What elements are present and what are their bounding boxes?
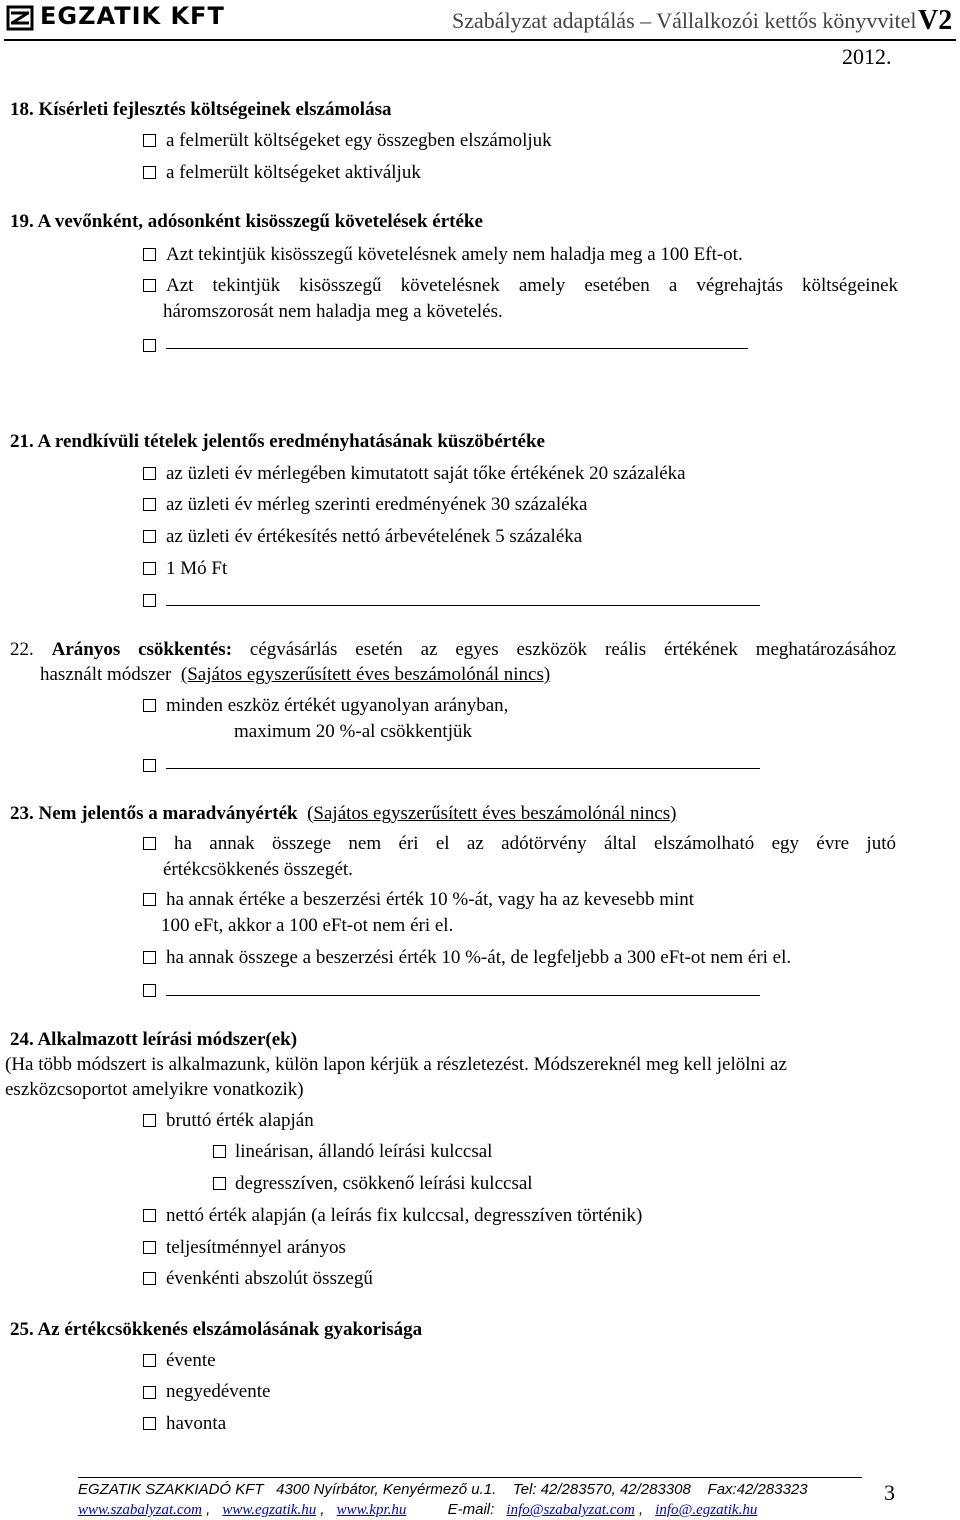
checkbox[interactable] (143, 1272, 156, 1285)
section-24-intro-continued: eszközcsoportot amelyikre vonatkozik) (5, 1079, 304, 1100)
page-number: 3 (884, 1480, 895, 1505)
sub-option-label: lineárisan, állandó leírási kulccsal (235, 1141, 493, 1162)
option-label: Azt tekintjük kisösszegű követelésnek amely esetében a végrehajtás költségeinek (166, 275, 898, 296)
option-label: évente (166, 1350, 216, 1371)
blank-answer-line[interactable] (166, 995, 760, 996)
section-23-heading-row (10, 802, 676, 826)
section-24-heading: 24. Alkalmazott leírási módszer(ek) (10, 1029, 298, 1050)
section-22-method: használt módszer (40, 664, 172, 685)
logo-text: EGZATIK KFT (40, 2, 225, 30)
section-19-heading: 19. A vevőnként, adósonként kisösszegű követelések értéke (10, 211, 483, 232)
option-label: az üzleti év mérleg szerinti eredményének 30 százaléka (166, 494, 588, 515)
section-22-number: 22. (10, 639, 34, 660)
footer-company: EGZATIK SZAKKIADÓ KFT (78, 1481, 264, 1498)
checkbox[interactable] (213, 1177, 226, 1190)
option-label-continued: háromszorosát nem haladja meg a követelés. (163, 301, 503, 322)
option-label: minden eszköz értékét ugyanolyan arányban, (166, 695, 509, 716)
checkbox[interactable] (143, 498, 156, 511)
option-label: Azt tekintjük kisösszegű követelésnek amely nem haladja meg a 100 Eft-ot. (166, 244, 743, 265)
footer-phone: Tel: 42/283570, 42/283308 (512, 1481, 691, 1498)
checkbox[interactable] (143, 166, 156, 179)
option-label: ha annak összege a beszerzési érték 10 %-át, de legfeljebb a 300 eFt-ot nem éri el. (166, 947, 792, 968)
checkbox[interactable] (143, 562, 156, 575)
option-label: teljesítménnyel arányos (166, 1237, 346, 1258)
checkbox[interactable] (143, 1209, 156, 1222)
section-22-text: cégvásárlás esetén az egyes eszközök reális értékének meghatározásához (249, 639, 897, 660)
option-label: 1 Mó Ft (166, 558, 228, 579)
section-23-note: (Sajátos egyszerűsített éves beszámolónál nincs) (307, 803, 677, 824)
section-23-heading: 23. Nem jelentős a maradványérték (10, 803, 298, 824)
checkbox[interactable] (143, 134, 156, 147)
section-22-heading (10, 638, 896, 662)
footer-address: 4300 Nyírbátor, Kenyérmező u.1. (276, 1481, 497, 1498)
footer-link[interactable]: www.kpr.hu (336, 1502, 407, 1518)
option-label: évenkénti abszolút összegű (166, 1268, 373, 1289)
checkbox[interactable] (143, 1114, 156, 1127)
checkbox[interactable] (143, 699, 156, 712)
checkbox[interactable] (143, 530, 156, 543)
checkbox[interactable] (143, 594, 156, 607)
footer-contact-row (78, 1481, 808, 1499)
footer-email-link[interactable]: info@szabalyzat.com (506, 1502, 635, 1518)
footer-links-row: www.szabalyzat.com , www.egzatik.hu , www.kpr.hu E-mail: info@szabalyzat.com , info@.egzatik.hu (78, 1501, 758, 1518)
option-label: nettó érték alapján (a leírás fix kulccsal, degresszíven történik) (166, 1205, 643, 1226)
option-label-continued: értékcsökkenés összegét. (163, 859, 353, 880)
section-18-heading: 18. Kísérleti fejlesztés költségeinek elszámolása (10, 99, 392, 120)
section-22-note: (Sajátos egyszerűsített éves beszámolónál nincs) (180, 664, 551, 685)
document-year: 2012. (842, 44, 892, 69)
checkbox[interactable] (143, 279, 156, 292)
header-rule (4, 39, 956, 41)
checkbox[interactable] (143, 339, 156, 352)
checkbox[interactable] (143, 951, 156, 964)
blank-answer-line[interactable] (166, 348, 748, 349)
option-label: az üzleti év értékesítés nettó árbevételének 5 százaléka (166, 526, 583, 547)
checkbox[interactable] (143, 984, 156, 997)
section-22-title: Arányos csökkentés: (51, 639, 233, 660)
checkbox[interactable] (143, 1354, 156, 1367)
option-label-continued: 100 eFt, akkor a 100 eFt-ot nem éri el. (161, 915, 454, 936)
section-25-heading: 25. Az értékcsökkenés elszámolásának gyakorisága (10, 1319, 423, 1340)
option-label: negyedévente (166, 1381, 271, 1402)
checkbox[interactable] (143, 467, 156, 480)
option-label: az üzleti év mérlegében kimutatott saját tőke értékének 20 százaléka (166, 463, 686, 484)
footer-rule (78, 1477, 862, 1478)
option-label: a felmerült költségeket egy összegben elszámoljuk (166, 130, 552, 151)
footer-link[interactable]: www.egzatik.hu (222, 1502, 317, 1518)
checkbox[interactable] (143, 248, 156, 261)
checkbox[interactable] (143, 893, 156, 906)
blank-answer-line[interactable] (166, 605, 760, 606)
option-label: a felmerült költségeket aktiváljuk (166, 162, 421, 183)
option-label: havonta (166, 1413, 227, 1434)
document-version: V2 (918, 5, 953, 36)
document-title: Szabályzat adaptálás – Vállalkozói kettős könyvvitel (452, 8, 917, 33)
footer-link[interactable]: www.szabalyzat.com (78, 1502, 202, 1518)
option-label-continued: maximum 20 %-al csökkentjük (234, 721, 472, 742)
checkbox[interactable] (213, 1145, 226, 1158)
blank-answer-line[interactable] (166, 768, 760, 769)
section-21-heading: 21. A rendkívüli tételek jelentős eredményhatásának küszöbértéke (10, 431, 545, 452)
footer-fax: Fax:42/283323 (707, 1481, 808, 1498)
section-22-heading-line2 (40, 663, 550, 687)
option-label: ha annak értéke a beszerzési érték 10 %-át, vagy ha az kevesebb mint (166, 889, 695, 910)
checkbox[interactable] (143, 1241, 156, 1254)
checkbox[interactable] (143, 837, 156, 850)
checkbox[interactable] (143, 1417, 156, 1430)
checkbox[interactable] (143, 1386, 156, 1399)
logo-mark-icon (6, 4, 34, 32)
section-24-intro: (Ha több módszert is alkalmazunk, külön lapon kérjük a részletezést. Módszereknél meg kell jelölni az (5, 1054, 787, 1075)
footer-email-link[interactable]: info@.egzatik.hu (655, 1502, 758, 1518)
option-label: ha annak összege nem éri el az adótörvény által elszámolható egy évre jutó (174, 833, 896, 854)
checkbox[interactable] (143, 759, 156, 772)
sub-option-label: degresszíven, csökkenő leírási kulccsal (235, 1173, 533, 1194)
option-label: bruttó érték alapján (166, 1110, 314, 1131)
footer-email-label: E-mail: (447, 1501, 495, 1518)
